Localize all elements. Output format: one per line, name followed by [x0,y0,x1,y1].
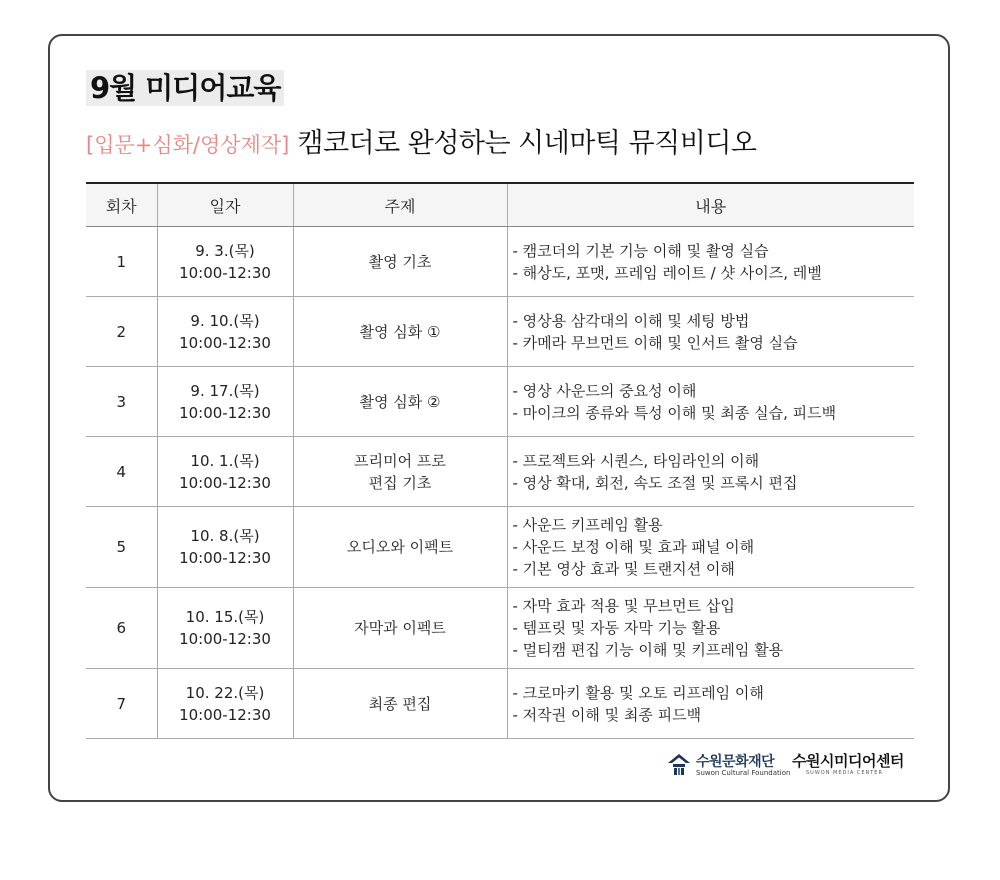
course-subtitle [86,126,757,162]
course-title: 캠코더로 완성하는 시네마틱 뮤직비디오 [297,128,757,159]
header-topic: 주제 [293,183,507,227]
table-row [86,297,914,367]
session-topic: 오디오와 이펙트 [293,507,507,588]
session-date: 9. 17.(목) 10:00-12:30 [157,367,293,437]
table-row [86,227,914,297]
session-date: 10. 22.(목) 10:00-12:30 [157,669,293,739]
logo1-name: 수원문화재단 [696,754,775,770]
session-date: 9. 3.(목) 10:00-12:30 [157,227,293,297]
session-content: - 캠코더의 기본 기능 이해 및 촬영 실습 - 해상도, 포맷, 프레임 레이트 / 샷 사이즈, 레벨 [507,227,914,297]
session-topic: 촬영 심화 ① [293,297,507,367]
session-topic: 프리미어 프로 편집 기초 [293,437,507,507]
table-header-row [86,183,914,227]
session-topic: 최종 편집 [293,669,507,739]
session-number: 3 [86,367,157,437]
session-number: 4 [86,437,157,507]
logo1-english-name: Suwon Cultural Foundation [696,769,791,777]
session-content: - 영상용 삼각대의 이해 및 세팅 방법 - 카메라 무브먼트 이해 및 인서트 촬영 실습 [507,297,914,367]
suwon-cultural-foundation-logo [666,750,806,782]
session-number: 1 [86,227,157,297]
table-row [86,507,914,588]
schedule-table [86,182,914,739]
session-topic: 자막과 이펙트 [293,588,507,669]
session-date: 10. 8.(목) 10:00-12:30 [157,507,293,588]
table-row [86,437,914,507]
session-number: 5 [86,507,157,588]
session-content: - 사운드 키프레임 활용 - 사운드 보정 이해 및 효과 패널 이해 - 기본 영상 효과 및 트랜지션 이해 [507,507,914,588]
session-number: 6 [86,588,157,669]
session-topic: 촬영 심화 ② [293,367,507,437]
table-row [86,588,914,669]
header-content: 내용 [507,183,914,227]
table-row [86,669,914,739]
session-content: - 자막 효과 적용 및 무브먼트 삽입 - 템프릿 및 자동 자막 기능 활용 - 멀티캠 편집 기능 이해 및 키프레임 활용 [507,588,914,669]
session-content: - 영상 사운드의 중요성 이해 - 마이크의 종류와 특성 이해 및 최종 실습, 피드백 [507,367,914,437]
course-category-tag: [입문+심화/영상제작] [86,133,290,157]
suwon-media-center-logo [792,750,916,782]
logo2-english-name: SUWON MEDIA CENTER [806,770,883,776]
session-date: 9. 10.(목) 10:00-12:30 [157,297,293,367]
header-session: 회차 [86,183,157,227]
session-date: 10. 15.(목) 10:00-12:30 [157,588,293,669]
page-title: 9월 미디어교육 [86,70,284,106]
session-number: 7 [86,669,157,739]
header-date: 일자 [157,183,293,227]
logo2-name: 수원시미디어센터 [792,752,904,770]
session-date: 10. 1.(목) 10:00-12:30 [157,437,293,507]
session-topic: 촬영 기초 [293,227,507,297]
suwon-cultural-foundation-logo-icon [666,751,692,777]
footer-logos [666,750,916,782]
table-row [86,367,914,437]
session-content: - 프로젝트와 시퀀스, 타임라인의 이해 - 영상 확대, 회전, 속도 조절 및 프록시 편집 [507,437,914,507]
session-number: 2 [86,297,157,367]
session-content: - 크로마키 활용 및 오토 리프레임 이해 - 저작권 이해 및 최종 피드백 [507,669,914,739]
